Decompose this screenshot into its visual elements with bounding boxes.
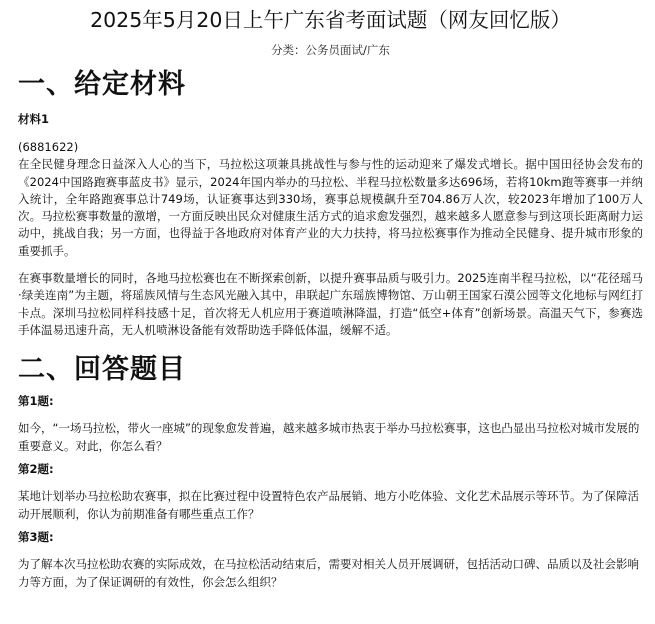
material-id: (6881622) [18,140,79,154]
category-line: 分类：公务员面试/广东 [271,43,390,57]
question-text: 如今，“一场马拉松，带火一座城”的现象愈发普遍，越来越多城市热衷于举办马拉松赛事，这也凸显出马拉松对城市发展的重要意义。对此，你怎么看？ [18,421,640,454]
section-heading-questions: 二、回答题目 [18,354,186,386]
question-label: 第2题: [18,462,54,477]
material-paragraph-text: 在全民健身理念日益深入人心的当下，马拉松这项兼具挑战性与参与性的运动迎来了爆发式增长。据中国田径协会发布的《2024中国路跑赛事蓝皮书》显示，2024年国内举办的马拉松、半程马拉松数量多达696场，若将10km跑等赛事一并纳入统计，全年路跑赛事总计749场，认证赛事达到330场，赛事总规模飙升至704.86万人次，较2023年增加了100万人次。马拉松赛事数量的激增，一方面反映出民众对健康生活方式的追求愈发强烈，越来越多人愿意参与到这项长距离耐力运动中，挑战自我；另一方面，也得益于各地政府对体育产业的大力扶持，将马拉松赛事作为推动全民健身、提升城市形象的重要抓手。 [18,157,643,258]
material-label: 材料1 [18,112,50,126]
question-label: 第3题: [18,530,54,545]
material-paragraph: 在赛事数量增长的同时，各地马拉松赛也在不断探索创新，以提升赛事品质与吸引力。2025连南半程马拉松，以“花径瑶马·绿美连南”为主题，将瑶族风情与生态风光融入其中，串联起广东瑶族博物馆、万山朝王国家石漠公园等文化地标与网红打卡点。深圳马拉松同样科技感十足，首次将无人机应用于赛道喷淋降温，打造“低空+体育”创新场景。高温天气下，参赛选手体温易迅速升高，无人机喷淋设备能有效帮助选手降低体温，缓解不适。 [18,271,643,337]
section-heading-materials: 一、给定材料 [18,69,186,100]
question-text: 某地计划举办马拉松助农赛事，拟在比赛过程中设置特色农产品展销、地方小吃体验、文化艺术品展示等环节。为了保障活动开展顺利，你认为前期准备有哪些重点工作？ [18,489,639,522]
question-text: 为了解本次马拉松助农赛的实际成效，在马拉松活动结束后，需要对相关人员开展调研，包括活动口碑、品质以及社会影响力等方面，为了保证调研的有效性，你会怎么组织？ [18,557,639,590]
material-paragraph [18,139,643,260]
page-title: 2025年5月20日上午广东省考面试题（网友回忆版） [90,8,571,32]
question-label: 第1题: [18,394,54,409]
